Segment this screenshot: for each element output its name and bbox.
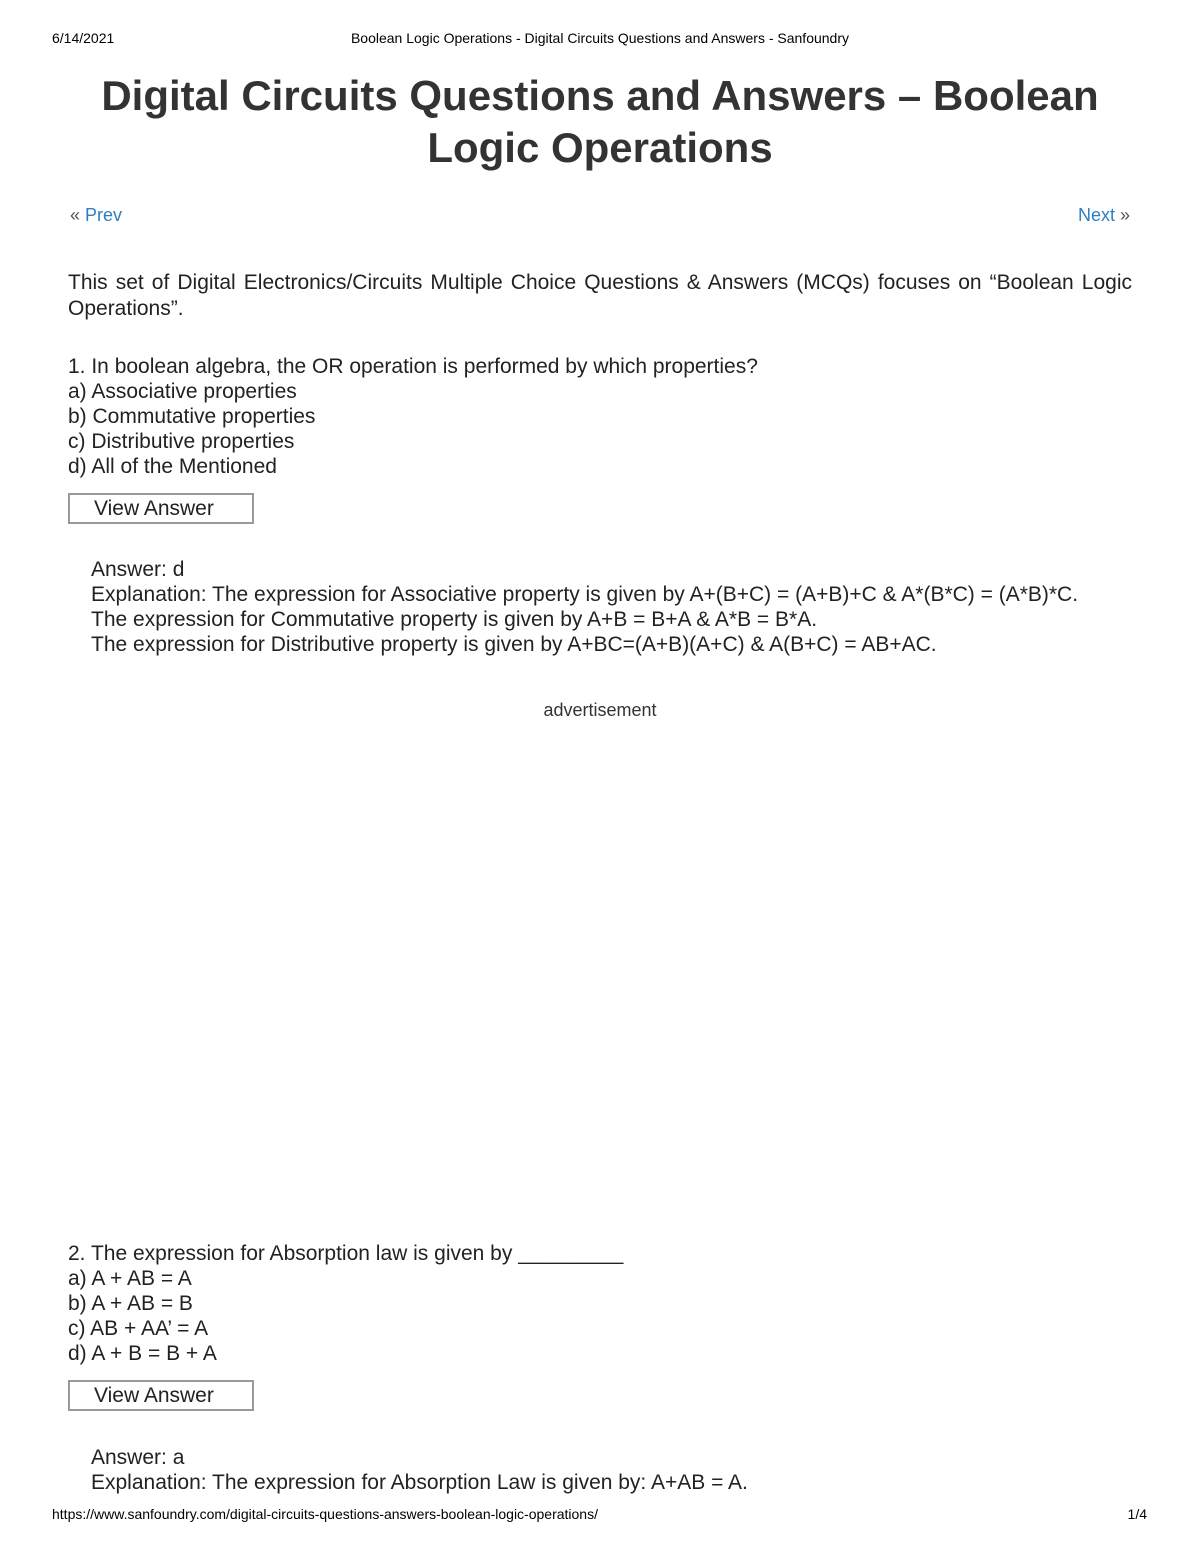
option-b: b) Commutative properties [68,405,316,428]
advertisement-label: advertisement [543,700,657,720]
explanation-line-1: Explanation: The expression for Associative property is given by A+(B+C) = (A+B)+C & A*(B*C) = (A*B)*C. [91,583,1079,606]
explanation-line-1: Explanation: The expression for Absorption Law is given by: A+AB = A. [91,1471,748,1494]
answer-text: Answer: a [91,1446,185,1469]
question-1 [68,354,758,479]
option-a: a) A + AB = A [68,1267,192,1290]
intro-text: This set of Digital Electronics/Circuits Multiple Choice Questions & Answers (MCQs) focuses on “Boolean Logic Operations”. [68,271,1132,320]
option-a: a) Associative properties [68,380,297,403]
print-page-number: 1/4 [1127,1506,1147,1522]
question-text: 2. The expression for Absorption law is given by _________ [68,1242,624,1265]
prev-arrow-icon: « [70,205,81,225]
answer-block-1 [91,557,1078,657]
prev-label: Prev [85,205,123,225]
explanation-line-3: The expression for Distributive property is given by A+BC=(A+B)(A+C) & A(B+C) = AB+AC. [91,633,937,656]
option-c: c) Distributive properties [68,430,295,453]
option-d: d) A + B = B + A [68,1342,217,1365]
explanation-line-2: The expression for Commutative property is given by A+B = B+A & A*B = B*A. [91,608,818,631]
next-label: Next [1077,205,1115,225]
answer-text: Answer: d [91,558,185,581]
question-text: 1. In boolean algebra, the OR operation is performed by which properties? [68,355,758,378]
view-answer-button-1[interactable] [68,493,254,524]
page-title: Digital Circuits Questions and Answers – Boolean Logic Operations [101,72,1099,171]
prev-link[interactable] [70,205,122,226]
print-doc-title: Boolean Logic Operations - Digital Circuits Questions and Answers - Sanfoundry [350,30,850,46]
option-c: c) AB + AA’ = A [68,1317,209,1340]
option-d: d) All of the Mentioned [68,455,277,478]
view-answer-label: View Answer [94,1384,214,1407]
answer-block-2 [91,1445,748,1495]
view-answer-label: View Answer [94,497,214,520]
next-link[interactable] [1078,205,1130,226]
next-arrow-icon: » [1119,205,1130,225]
question-2 [68,1241,623,1366]
print-date: 6/14/2021 [52,30,115,46]
option-b: b) A + AB = B [68,1292,193,1315]
view-answer-button-2[interactable] [68,1380,254,1411]
print-url: https://www.sanfoundry.com/digital-circuits-questions-answers-boolean-logic-operations/ [52,1506,598,1522]
